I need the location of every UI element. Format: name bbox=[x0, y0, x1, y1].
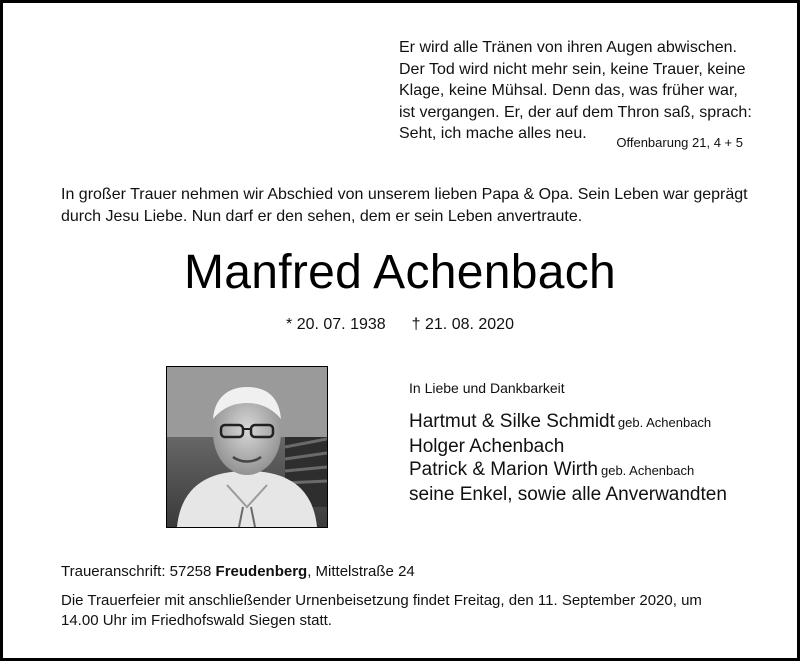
address-city: Freudenberg bbox=[215, 563, 308, 580]
quote-line: Er wird alle Tränen von ihren Augen abwischen. bbox=[399, 39, 737, 56]
quote-line: ist vergangen. Er, der auf dem Thron saß, sprach: bbox=[399, 103, 752, 121]
family-member bbox=[409, 483, 779, 507]
portrait-photo bbox=[166, 366, 328, 528]
family-member bbox=[409, 435, 779, 459]
family-block bbox=[409, 379, 779, 506]
bible-quote bbox=[399, 37, 759, 145]
member-note: geb. Achenbach bbox=[600, 463, 695, 478]
intro-text bbox=[61, 184, 761, 227]
funeral-info bbox=[61, 591, 761, 631]
family-member bbox=[409, 458, 779, 483]
funeral-line: 14.00 Uhr im Friedhofswald Siegen statt. bbox=[61, 612, 332, 629]
deceased-name: Manfred Achenbach bbox=[183, 246, 617, 299]
birth-date: * 20. 07. 1938 bbox=[286, 316, 386, 333]
member-name: Hartmut & Silke Schmidt bbox=[409, 411, 615, 432]
portrait-image bbox=[167, 367, 327, 527]
quote-line: Klage, keine Mühsal. Denn das, was früher war, bbox=[399, 82, 738, 99]
mourning-address bbox=[61, 562, 761, 582]
quote-line: Seht, ich mache alles neu. bbox=[399, 125, 587, 142]
member-name: Patrick & Marion Wirth bbox=[409, 459, 598, 480]
intro-line: In großer Trauer nehmen wir Abschied von unserem lieben Papa & Opa. Sein Leben war geprägt bbox=[61, 186, 748, 203]
family-intro: In Liebe und Dankbarkeit bbox=[409, 380, 565, 396]
death-date: † 21. 08. 2020 bbox=[411, 316, 514, 333]
member-name: Holger Achenbach bbox=[409, 435, 565, 457]
family-member bbox=[409, 410, 779, 435]
life-dates bbox=[3, 315, 797, 335]
address-label: Traueranschrift: 57258 bbox=[61, 563, 212, 580]
member-name: seine Enkel, sowie alle Anverwandten bbox=[409, 483, 727, 505]
funeral-line: Die Trauerfeier mit anschließender Urnenbeisetzung findet Freitag, den 11. September 2020, um bbox=[61, 592, 702, 609]
quote-line: Der Tod wird nicht mehr sein, keine Trauer, keine bbox=[399, 60, 746, 78]
quote-source: Offenbarung 21, 4 + 5 bbox=[616, 135, 743, 150]
intro-line: durch Jesu Liebe. Nun darf er den sehen, dem er sein Leben anvertraute. bbox=[61, 207, 583, 225]
member-note: geb. Achenbach bbox=[617, 415, 712, 430]
address-street: , Mittelstraße 24 bbox=[307, 563, 415, 580]
